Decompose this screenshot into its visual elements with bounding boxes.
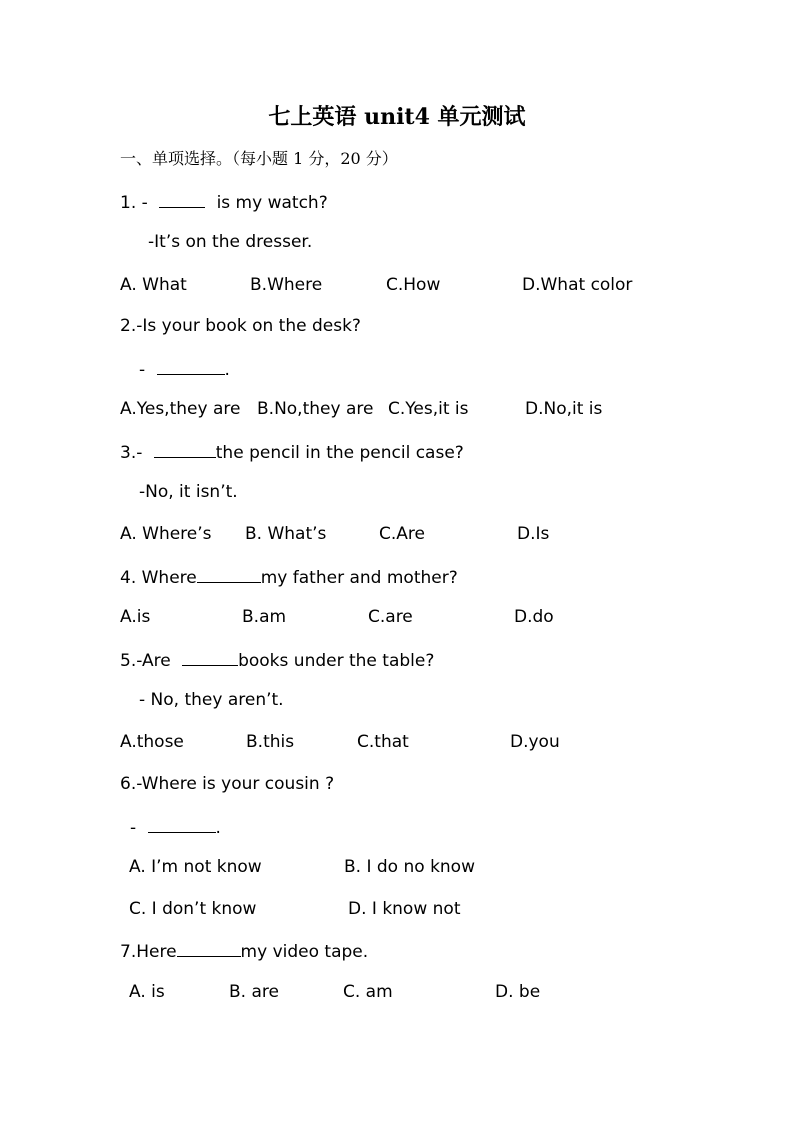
question-3-suffix: the pencil in the pencil case? [215,443,464,463]
question-5-suffix: books under the table? [238,651,435,671]
option-a: A. What [120,275,187,295]
option-b: B. What’s [245,524,327,544]
question-4 [120,565,458,589]
question-3-prefix: 3.- [120,443,143,463]
question-6-dot: . [215,818,221,838]
question-3 [120,440,464,464]
answer-blank [197,565,261,583]
question-4-suffix: my father and mother? [260,568,458,588]
answer-blank [154,440,216,458]
option-b: B. are [229,982,279,1002]
question-1-answer: -It’s on the dresser. [148,232,313,252]
answer-blank [148,815,216,833]
option-c: C. I don’t know [129,899,257,919]
option-c: C.that [357,732,409,752]
answer-blank [182,648,238,666]
option-d: D.Is [517,524,550,544]
option-a: A. Where’s [120,524,212,544]
option-c: C.Yes,it is [388,399,469,419]
question-7-suffix: my video tape. [240,942,369,962]
option-b: B.No,they are [257,399,374,419]
option-b: B. I do no know [344,857,475,877]
option-d: D.What color [522,275,633,295]
answer-blank [177,939,241,957]
question-1-prefix: 1. - [120,193,148,213]
question-7 [120,939,368,963]
question-2: 2.-Is your book on the desk? [120,316,361,336]
option-c: C. am [343,982,393,1002]
option-a: A.those [120,732,184,752]
question-3-answer: -No, it isn’t. [139,482,238,502]
question-6-dash: - [130,818,137,838]
page-title: 七上英语 unit4 单元测试 [268,104,526,130]
answer-blank [157,357,225,375]
option-d: D.you [510,732,560,752]
option-d: D.No,it is [525,399,603,419]
option-a: A.Yes,they are [120,399,241,419]
question-5-answer: - No, they aren’t. [139,690,284,710]
question-6-answer [130,815,221,839]
question-4-prefix: 4. Where [120,568,197,588]
question-5-prefix: 5.-Are [120,651,171,671]
option-a: A. I’m not know [129,857,262,877]
question-5 [120,648,434,672]
option-c: C.Are [379,524,425,544]
question-1 [120,190,328,214]
question-1-suffix: is my watch? [216,193,328,213]
option-d: D.do [514,607,554,627]
option-a: A. is [129,982,165,1002]
question-2-answer [139,357,230,381]
question-7-prefix: 7.Here [120,942,177,962]
option-c: C.How [386,275,441,295]
option-a: A.is [120,607,151,627]
option-d: D. I know not [348,899,461,919]
option-b: B.this [246,732,295,752]
option-b: B.Where [250,275,323,295]
option-d: D. be [495,982,541,1002]
question-6: 6.-Where is your cousin ? [120,774,335,794]
question-2-dash: - [139,360,146,380]
answer-blank [159,190,205,208]
section-heading: 一、单项选择。（每小题 1 分，20 分） [120,149,398,168]
question-2-dot: . [224,360,230,380]
option-b: B.am [242,607,287,627]
option-c: C.are [368,607,413,627]
